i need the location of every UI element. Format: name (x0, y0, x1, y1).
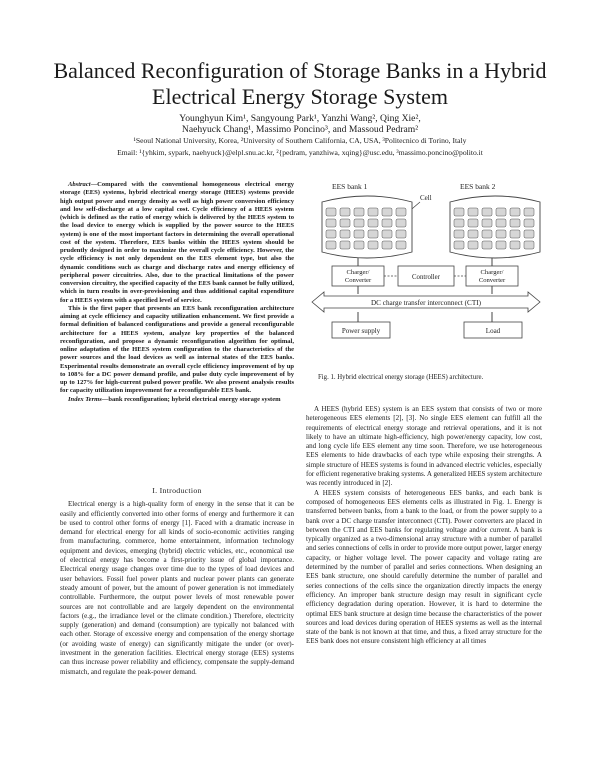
abstract-paragraph-2: This is the first paper that presents an EES bank reconfiguration architecture aiming at cycle efficiency and capacity utilization enhancement. We first provide a formal definition of balanced configurations and provide a general reconfigurable architecture for a HEES system, analyze key properties of the balanced reconfiguration, and propose a dynamic reconfiguration algorithm for optimal, online adaptation of the HEES system configuration to the characteristics of the power sources and the load devices as well as internal states of the EES banks. Experimental results demonstrate an overall cycle efficiency improvement of by up to 108% for a DC power demand profile, and pulse duty cycle improvement of by up to 127% for high-current pulsed power profile. We also present analysis results for capacity utilization improvement for a reconfigurable EES bank. (60, 304, 294, 395)
ees-bank-2 (450, 196, 540, 258)
ees-cell (326, 219, 336, 227)
authors-line-1: Younghyun Kim¹, Sangyoung Park¹, Yanzhi Wang², Qing Xie², (179, 113, 421, 124)
cti-label: DC charge transfer interconnect (CTI) (370, 299, 482, 307)
controller-label: Controller (412, 274, 440, 281)
ees-cell (454, 208, 464, 216)
hees-architecture-figure (310, 180, 542, 360)
email-line: Email: ¹{yhkim, sypark, naehyuck}@elpl.snu.ac.kr, ²{pedram, yanzhiwa, xqing}@usc.edu, ³massimo.poncino@polito.it (117, 148, 483, 157)
ees-cell (468, 230, 478, 238)
right-paragraph-2: A HEES system consists of heterogeneous EES banks, and each bank is composed of homogeneous EES elements cells as illustrated in Fig. 1. Energy is transferred between banks, from a bank to the load, or from the power supply to a bank over a DC charge transfer interconnect (CTI). Power converters are placed in between the CTI and EES banks for regulating voltage and/or current. A bank is typically organized as a two-dimensional array structure with a number of parallel and series connections of cells in order to provide more output power, larger energy capacity, or higher voltage level. The power capacity and voltage rating are determined by the number of parallel and series connections. When designing an EES bank structure, one should carefully determine the number of parallel and series connections of the cells since the organization directly impacts the energy efficiency. An improper bank structure design may result in significant cycle efficiency degradation during operation. However, it is hard to determine the optimal EES bank structure at design time because the characteristics of the power sources and load devices during operation of HEES systems as well as the internal state of the bank is not known at that time, and thus, a fixed array structure for the EES bank does not ensure consistent high efficiency at all times (306, 488, 542, 646)
ees-cell (368, 208, 378, 216)
ees-cell (382, 241, 392, 249)
ees-cell (524, 241, 534, 249)
right-column-text (306, 405, 542, 647)
ees-cell (482, 241, 492, 249)
ees-cell (482, 219, 492, 227)
figure-caption: Fig. 1. Hybrid electrical energy storage (HEES) architecture. (318, 374, 484, 381)
ees-cell (340, 230, 350, 238)
ees-cell (326, 230, 336, 238)
ees-cell (382, 230, 392, 238)
bank1-label: EES bank 1 (332, 182, 368, 191)
ees-cell (396, 219, 406, 227)
ees-cell (468, 219, 478, 227)
ees-cell (396, 230, 406, 238)
ees-cell (382, 208, 392, 216)
introduction-block (60, 479, 294, 677)
ees-cell (454, 241, 464, 249)
ees-cell (524, 230, 534, 238)
ees-cell (354, 230, 364, 238)
ees-cell (524, 208, 534, 216)
ees-bank-1 (322, 196, 412, 258)
ees-cell (354, 208, 364, 216)
ees-cell (396, 241, 406, 249)
ees-cell (496, 208, 506, 216)
converter-2-label: Converter (478, 277, 506, 284)
ees-cell (510, 219, 520, 227)
load-label: Load (485, 327, 501, 335)
ees-cell (482, 208, 492, 216)
cell-label: Cell (420, 194, 432, 202)
ees-cell (496, 219, 506, 227)
ees-cell (454, 230, 464, 238)
power-supply-label: Power supply (341, 327, 381, 335)
ees-cell (510, 230, 520, 238)
ees-cell (340, 208, 350, 216)
ees-cell (468, 208, 478, 216)
ees-cell (510, 241, 520, 249)
ees-cell (468, 241, 478, 249)
ees-cell (524, 219, 534, 227)
charger-1-label: Charger/ (346, 269, 370, 276)
ees-cell (496, 230, 506, 238)
ees-cell (510, 208, 520, 216)
right-paragraph-1: A HEES (hybrid EES) system is an EES system that consists of two or more heterogeneous EES elements [2], [3]. No single EES element can fulfill all the requirements of electrical energy storage and retrieval operations, and it is not likely to have an ultimate high-efficiency, high power/energy capacity, low cost, and long cycle life EES element any time soon. Therefore, we use heterogeneous EES elements to hide drawbacks of each type while exposing their strengths. A simple structure of HEES systems is found in advanced electric vehicles, especially for efficient regenerative braking systems. A generalized HEES system architecture was recently introduced in [2]. (306, 405, 542, 488)
ees-cell (368, 230, 378, 238)
ees-cell (382, 219, 392, 227)
intro-paragraph-1: Electrical energy is a high-quality form of energy in the sense that it can be easily and efficiently converted into other forms of energy and furthermore it can be used to control other forms of energy [1]. Faced with a dramatic increase in demand for electrical energy for all kinds of socio-economic activities ranging from manufacturing, commerce, home entertainment, information technology equipment and devices, emerging (hybrid) electric vehicles, etc., economical use of electrical energy has become a first-priority issue of global importance. Electrical energy usage changes over time due to the types of load devices and user behaviors. Fossil fuel power plants and nuclear power plants can generate steady amount of power, but the amount of power generation is not immediately controllable. Furthermore, the output power levels of most renewable power sources are not controllable and are largely dependent on the environmental factors (e.g., the irradiance level or the climate condition.) Therefore, electricity supply (generation) and demand (consumption) are typically not balanced with each other. Storage of excessive energy and compensation of the energy shortage (or avoiding waste of energy) can significantly mitigate the under (or over)-investment in the generation facilities. Electrical energy storage (EES) systems can thus increase power reliability and efficiency, compensate the supply-demand mismatch, and regulate the peak-power demand. (60, 500, 294, 676)
affiliations: ¹Seoul National University, Korea, ²University of Southern California, CA, USA, ³Politecnico di Torino, Italy (133, 136, 467, 145)
ees-cell (496, 241, 506, 249)
index-terms-text: —bank reconfiguration; hybrid electrical energy storage system (101, 395, 281, 403)
ees-cell (326, 208, 336, 216)
abstract-lead: Abstract (68, 181, 91, 188)
bank2-label: EES bank 2 (460, 182, 496, 191)
authors-line-2: Naehyuck Chang¹, Massimo Poncino³, and Massoud Pedram² (181, 124, 419, 135)
ees-cell (396, 208, 406, 216)
paper-title: Balanced Reconfiguration of Storage Banks in a Hybrid Electrical Energy Storage System (53, 58, 547, 109)
ees-cell (340, 241, 350, 249)
index-terms (60, 396, 294, 404)
abstract-block (60, 181, 294, 404)
abstract-paragraph-1 (60, 181, 294, 305)
converter-1-label: Converter (344, 277, 372, 284)
ees-cell (368, 219, 378, 227)
charger-2-label: Charger/ (480, 269, 504, 276)
abstract-text-1: —Compared with the conventional homogeneous electrical energy storage (EES) systems, hybrid electrical energy storage (HEES) systems provide high output power and energy density as well as high power conversion efficiency and low self-discharge at a low capital cost. Cycle efficiency of a HEES system (which is defined as the ratio of energy which is delivered by the HEES system to the load device to energy which is supplied by the power source to the HEES system) is one of the most important factors in determining the overall operational cost of the system. Therefore, EES banks within the HEES system should be prudently designed in order to maximize the overall cycle efficiency. However, the cycle efficiency is not only dependent on the EES element type, but also the dynamic conditions such as charge and discharge rates and energy efficiency of peripheral power circuitries. Also, due to the practical limitations of the power conversion circuitry, the specified capacity of the EES bank cannot be fully utilized, which in turn results in over-provisioning and thus additional capital expenditure for a HEES system with a specified level of service. (60, 181, 294, 304)
ees-cell (340, 219, 350, 227)
ees-cell (482, 230, 492, 238)
section-heading: I. Introduction (152, 486, 202, 495)
ees-cell (454, 219, 464, 227)
ees-cell (326, 241, 336, 249)
ees-cell (354, 219, 364, 227)
index-terms-lead: Index Terms (68, 395, 102, 403)
ees-cell (368, 241, 378, 249)
ees-cell (354, 241, 364, 249)
author-list (40, 113, 560, 135)
